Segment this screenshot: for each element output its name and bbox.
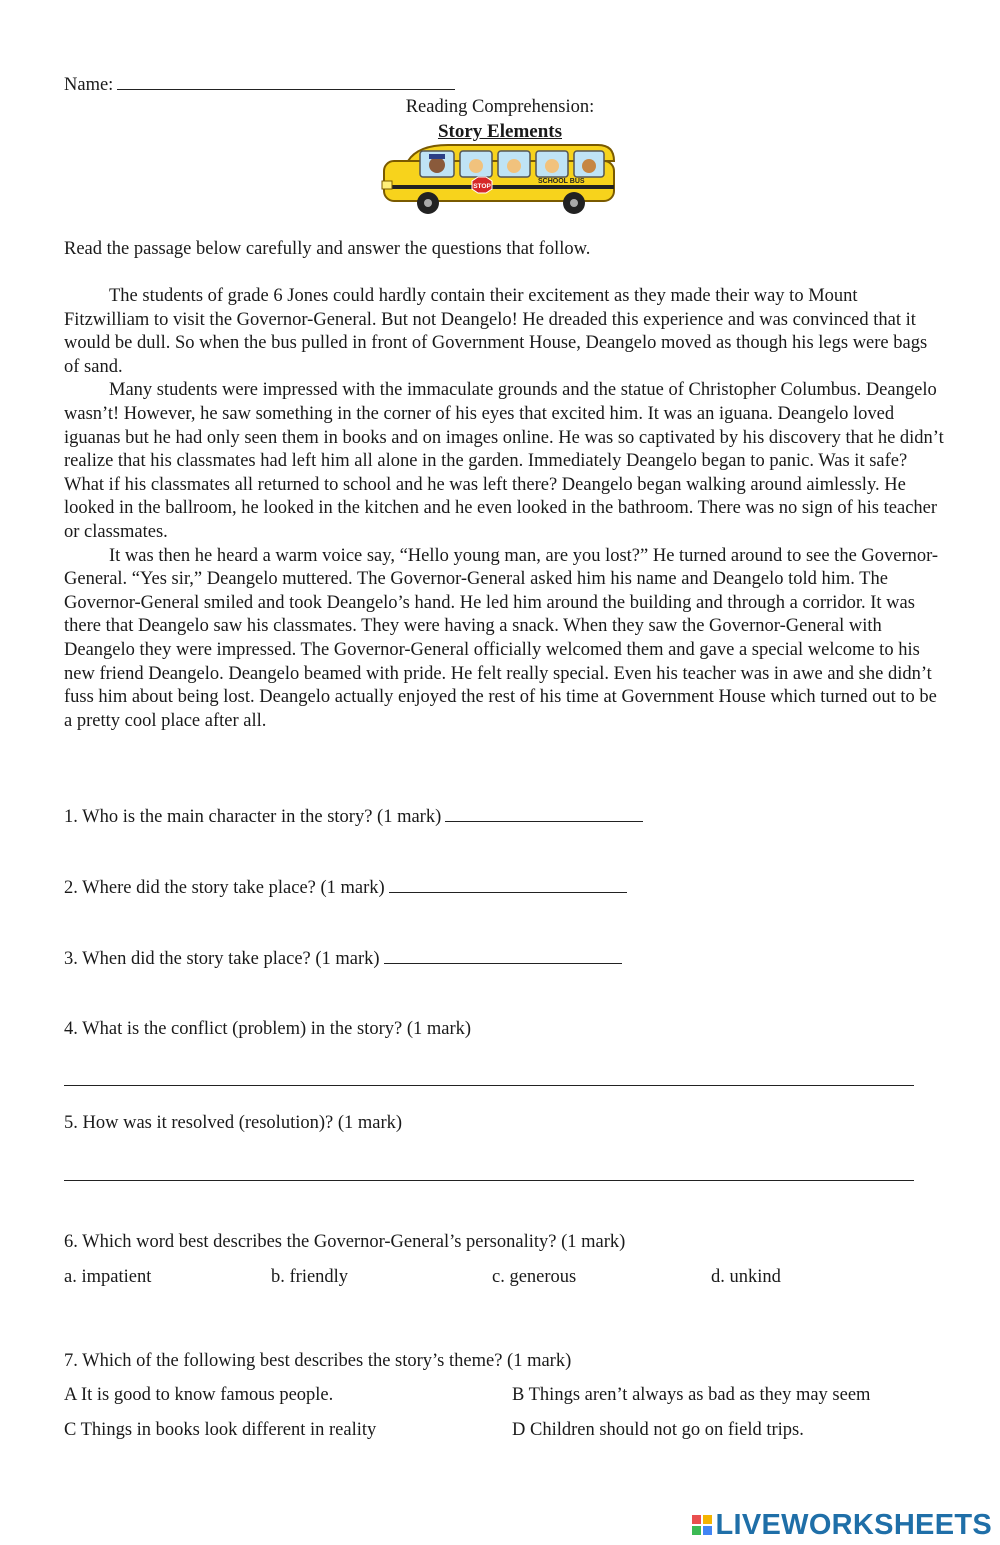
q6-option-a[interactable]: a. impatient — [64, 1267, 152, 1287]
bus-sign-text: SCHOOL BUS — [538, 178, 585, 185]
logo-text: LIVEWORKSHEETS — [715, 1508, 992, 1541]
q6-option-b[interactable]: b. friendly — [271, 1267, 349, 1287]
answer-5-line[interactable] — [64, 1180, 914, 1181]
question-5-text: 5. How was it resolved (resolution)? (1 mark) — [64, 1113, 403, 1133]
answer-3-line[interactable] — [384, 947, 622, 964]
q7-option-b[interactable]: B Things aren’t always as bad as they may seem — [512, 1385, 871, 1405]
title-line-2: Story Elements — [437, 121, 562, 142]
question-6-text: 6. Which word best describes the Governor-General’s personality? (1 mark) — [64, 1232, 626, 1252]
question-1-text: 1. Who is the main character in the story? (1 mark) — [64, 807, 442, 827]
answer-2-line[interactable] — [389, 876, 627, 893]
question-4-text: 4. What is the conflict (problem) in the story? (1 mark) — [64, 1019, 472, 1039]
question-3 — [64, 947, 622, 972]
question-3-text: 3. When did the story take place? (1 mark) — [64, 949, 380, 969]
passage-paragraph: The students of grade 6 Jones could hardly contain their excitement as they made their way to Mount Fitzwilliam to visit the Governor-General. But not Deangelo! He dreaded this experience and was convinced that it would be dull. So when the bus pulled in front of Government House, Deangelo moved as though his legs were bags of sand. — [64, 286, 928, 377]
q6-option-d[interactable]: d. unkind — [711, 1267, 781, 1287]
question-2-text: 2. Where did the story take place? (1 mark) — [64, 878, 385, 898]
answer-4-line[interactable] — [64, 1085, 914, 1086]
q7-option-a[interactable]: A It is good to know famous people. — [64, 1385, 334, 1405]
logo-block — [692, 1515, 701, 1524]
answer-1-line[interactable] — [445, 805, 643, 822]
q7-option-c[interactable]: C Things in books look different in reality — [64, 1420, 377, 1440]
reading-passage — [64, 285, 944, 733]
liveworksheets-logo — [692, 1505, 993, 1545]
q6-option-c[interactable]: c. generous — [492, 1267, 577, 1287]
title-line-1: Reading Comprehension: — [405, 97, 595, 117]
passage-paragraph: It was then he heard a warm voice say, “Hello young man, are you lost?” He turned around to see the Governor-General. “Yes sir,” Deangelo muttered. The Governor-General asked him his name and Deangelo told him. The Governor-General smiled and took Deangelo’s hand. He led him around the building and through a corridor. It was there that Deangelo saw his classmates. They were having a snack. When they saw the Governor-General with Deangelo they were impressed. The Governor-General officially welcomed them and gave a special welcome to his new friend Deangelo. Deangelo beamed with pride. He felt really special. Even his teacher was in awe and she didn’t fuss him about being lost. Deangelo actually enjoyed the rest of his time at Government House which turned out to be a pretty cool place after all. — [64, 545, 939, 731]
question-7-text: 7. Which of the following best describes the story’s theme? (1 mark) — [64, 1351, 572, 1371]
bus-stop-sign-text: STOP — [473, 183, 491, 190]
question-1 — [64, 805, 643, 830]
logo-block — [692, 1526, 701, 1535]
school-bus-illustration — [378, 141, 622, 215]
name-label: Name: — [64, 75, 114, 95]
instructions: Read the passage below carefully and answer the questions that follow. — [64, 239, 591, 259]
question-2 — [64, 876, 627, 901]
logo-blocks-icon — [692, 1515, 712, 1535]
name-row — [64, 73, 455, 98]
name-input-line[interactable] — [117, 73, 455, 90]
passage-paragraph: Many students were impressed with the immaculate grounds and the statue of Christopher Columbus. Deangelo wasn’t! However, he saw something in the corner of his eyes that excited him. It was an iguana. Deangelo loved iguanas but he had only seen them in books and on images online. He was so captivated by his discovery that he didn’t realize that his classmates had left him all alone in the garden. Immediately Deangelo began to panic. Was it safe? What if his classmates all returned to school and he was left there? Deangelo began walking around aimlessly. He looked in the ballroom, he looked in the kitchen and he even looked in the bathroom. There was no sign of his teacher or classmates. — [64, 380, 944, 542]
q7-option-d[interactable]: D Children should not go on field trips. — [512, 1420, 804, 1440]
logo-block — [703, 1515, 712, 1524]
logo-block — [703, 1526, 712, 1535]
